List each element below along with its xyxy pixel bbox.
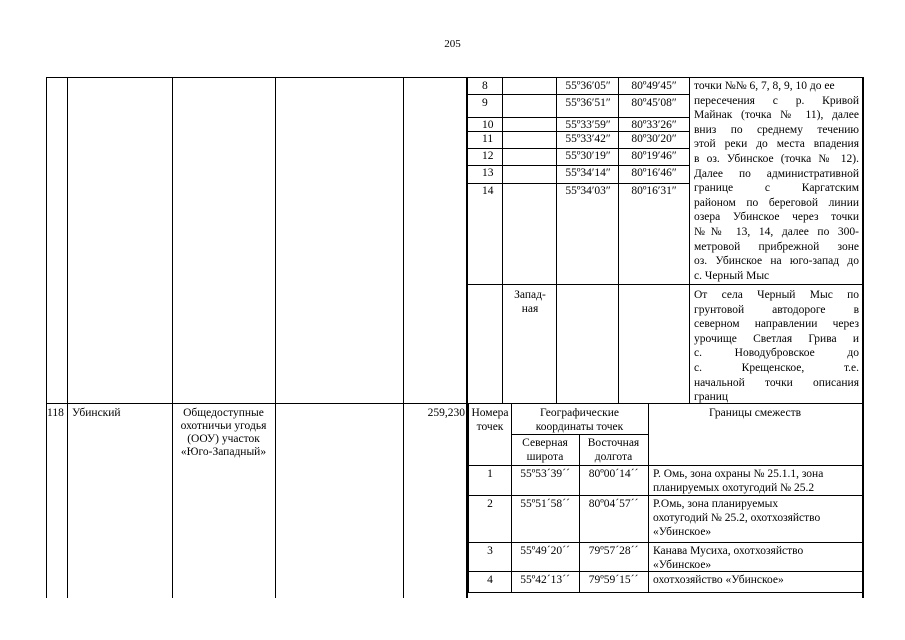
direction-label: Запад- bbox=[514, 289, 546, 301]
boundary-description-line: озера Убинское через точки bbox=[694, 211, 859, 224]
page-number: 205 bbox=[444, 38, 461, 50]
hunting-area-name: (ООУ) участок bbox=[187, 433, 260, 445]
point-number: 9 bbox=[482, 97, 488, 109]
point-number: 14 bbox=[482, 185, 494, 197]
longitude-value: 80º33′26″ bbox=[631, 119, 677, 131]
boundary-description-line: точки №№ 6, 7, 8, 9, 10 до ее bbox=[694, 80, 835, 92]
header-latitude: Северная bbox=[522, 437, 568, 449]
point-number: 12 bbox=[482, 150, 494, 162]
west-description-line: урочище Светлая Грива и bbox=[694, 332, 859, 345]
header-points: точек bbox=[476, 421, 504, 433]
point-number: 2 bbox=[487, 498, 493, 510]
latitude-value: 55º36′51″ bbox=[565, 97, 611, 109]
longitude-value: 80º49′45″ bbox=[631, 80, 677, 92]
grid-line bbox=[648, 403, 649, 592]
boundary-description-line: Майнак (точка № 11), далее bbox=[694, 109, 859, 122]
west-description-line: От села Черный Мыс по bbox=[694, 289, 859, 301]
boundary-description-line: оз. Убинское на юго-запад до bbox=[694, 255, 859, 268]
west-description-line: с. Крещенское, т.е. bbox=[694, 362, 859, 374]
header-longitude: долгота bbox=[594, 451, 633, 463]
longitude-value: 80º00´14´´ bbox=[588, 468, 639, 480]
latitude-value: 55º42´13´´ bbox=[520, 574, 570, 586]
hunting-area-name: охотничьи угодья bbox=[180, 420, 267, 432]
west-description-line: начальной точки описания bbox=[694, 376, 859, 389]
latitude-value: 55º51´58´´ bbox=[520, 498, 570, 510]
latitude-value: 55º33′42″ bbox=[565, 133, 611, 145]
grid-line bbox=[275, 77, 276, 598]
boundary-description-line: границе с Каргатским bbox=[694, 182, 859, 195]
point-number: 1 bbox=[487, 468, 493, 480]
point-number: 4 bbox=[487, 574, 493, 586]
longitude-value: 79º57´28´´ bbox=[588, 545, 639, 557]
header-coordinates: Географические bbox=[540, 407, 619, 419]
grid-line bbox=[466, 465, 862, 466]
latitude-value: 55º34′03″ bbox=[565, 185, 611, 197]
point-number: 8 bbox=[482, 80, 488, 92]
hunting-area-name: Общедоступные bbox=[183, 407, 264, 419]
longitude-value: 80º19′46″ bbox=[631, 150, 677, 162]
adjacency-description-line: Р. Омь, зона охраны № 25.1.1, зона bbox=[653, 468, 824, 480]
longitude-value: 80º16′31″ bbox=[631, 185, 677, 197]
latitude-value: 55º34′14″ bbox=[565, 167, 611, 179]
longitude-value: 80º04´57´´ bbox=[588, 498, 639, 510]
boundary-description-line: вниз по среднему течению bbox=[694, 123, 859, 136]
latitude-value: 55º30′19″ bbox=[565, 150, 611, 162]
west-description-line: границ bbox=[694, 391, 729, 404]
grid-line bbox=[466, 94, 689, 95]
header-latitude: широта bbox=[526, 451, 564, 463]
grid-line bbox=[466, 542, 862, 543]
boundary-description-line: районом по береговой линии bbox=[694, 196, 859, 209]
boundary-description-line: этой реки до места впадения bbox=[694, 138, 859, 151]
adjacency-description-line: охотхозяйство «Убинское» bbox=[653, 574, 784, 586]
header-longitude: Восточная bbox=[587, 437, 640, 449]
grid-line bbox=[172, 77, 173, 598]
entry-number: 118 bbox=[47, 407, 64, 419]
point-number: 13 bbox=[482, 167, 494, 179]
latitude-value: 55º36′05″ bbox=[565, 80, 611, 92]
latitude-value: 55º33′59″ bbox=[565, 119, 611, 131]
adjacency-description-line: планируемых охотугодий № 25.2 bbox=[653, 482, 815, 494]
west-description-line: северном направлении через bbox=[694, 318, 859, 331]
direction-label: ная bbox=[521, 303, 539, 315]
west-row-line bbox=[466, 284, 862, 285]
point-number: 10 bbox=[482, 119, 494, 131]
header-borders: Границы смежеств bbox=[708, 407, 802, 419]
area-value: 259,230 bbox=[427, 407, 465, 419]
longitude-value: 80º45′08″ bbox=[631, 97, 677, 109]
district-name: Убинский bbox=[72, 407, 121, 419]
boundary-description-line: Далее по административной bbox=[694, 167, 859, 180]
header-coordinates: координаты точек bbox=[535, 421, 624, 433]
longitude-value: 80º30′20″ bbox=[631, 133, 677, 145]
boundary-description-line: в оз. Убинское (точка № 12). bbox=[694, 153, 859, 165]
latitude-value: 55º49´20´´ bbox=[520, 545, 570, 557]
adjacency-description-line: Р.Омь, зона планируемых bbox=[653, 498, 779, 510]
adjacency-description-line: «Убинское» bbox=[653, 559, 712, 571]
longitude-value: 80º16′46″ bbox=[631, 167, 677, 179]
grid-line bbox=[67, 77, 68, 598]
adjacency-description-line: охотугодий № 25.2, охотхозяйство bbox=[653, 512, 821, 524]
point-number: 11 bbox=[482, 133, 494, 145]
west-description-line: с. Новодубровское до bbox=[694, 347, 859, 360]
west-description-line: грунтовой автодороге в bbox=[694, 303, 859, 316]
point-number: 3 bbox=[487, 545, 493, 557]
latitude-value: 55º53´39´´ bbox=[520, 468, 570, 480]
hunting-area-name: «Юго-Западный» bbox=[180, 446, 267, 458]
grid-line bbox=[556, 77, 557, 403]
table-top-border bbox=[46, 77, 862, 78]
lower-table-bottom bbox=[466, 592, 862, 593]
longitude-value: 79º59´15´´ bbox=[588, 574, 639, 586]
adjacency-description-line: «Убинское» bbox=[653, 526, 712, 538]
boundary-description-line: метровой прибрежной зоне bbox=[694, 240, 859, 253]
header-points: Номера bbox=[471, 407, 509, 419]
left-border bbox=[46, 77, 47, 598]
boundary-description-line: пересечения с р. Кривой bbox=[694, 94, 859, 107]
grid-line bbox=[689, 77, 690, 403]
boundary-description-line: №№ 13, 14, далее по 300- bbox=[694, 226, 859, 238]
boundary-description-line: с. Черный Мыс bbox=[694, 269, 770, 282]
grid-line bbox=[403, 77, 404, 598]
adjacency-description-line: Канава Мусиха, охотхозяйство bbox=[653, 545, 804, 557]
grid-line bbox=[618, 77, 619, 403]
